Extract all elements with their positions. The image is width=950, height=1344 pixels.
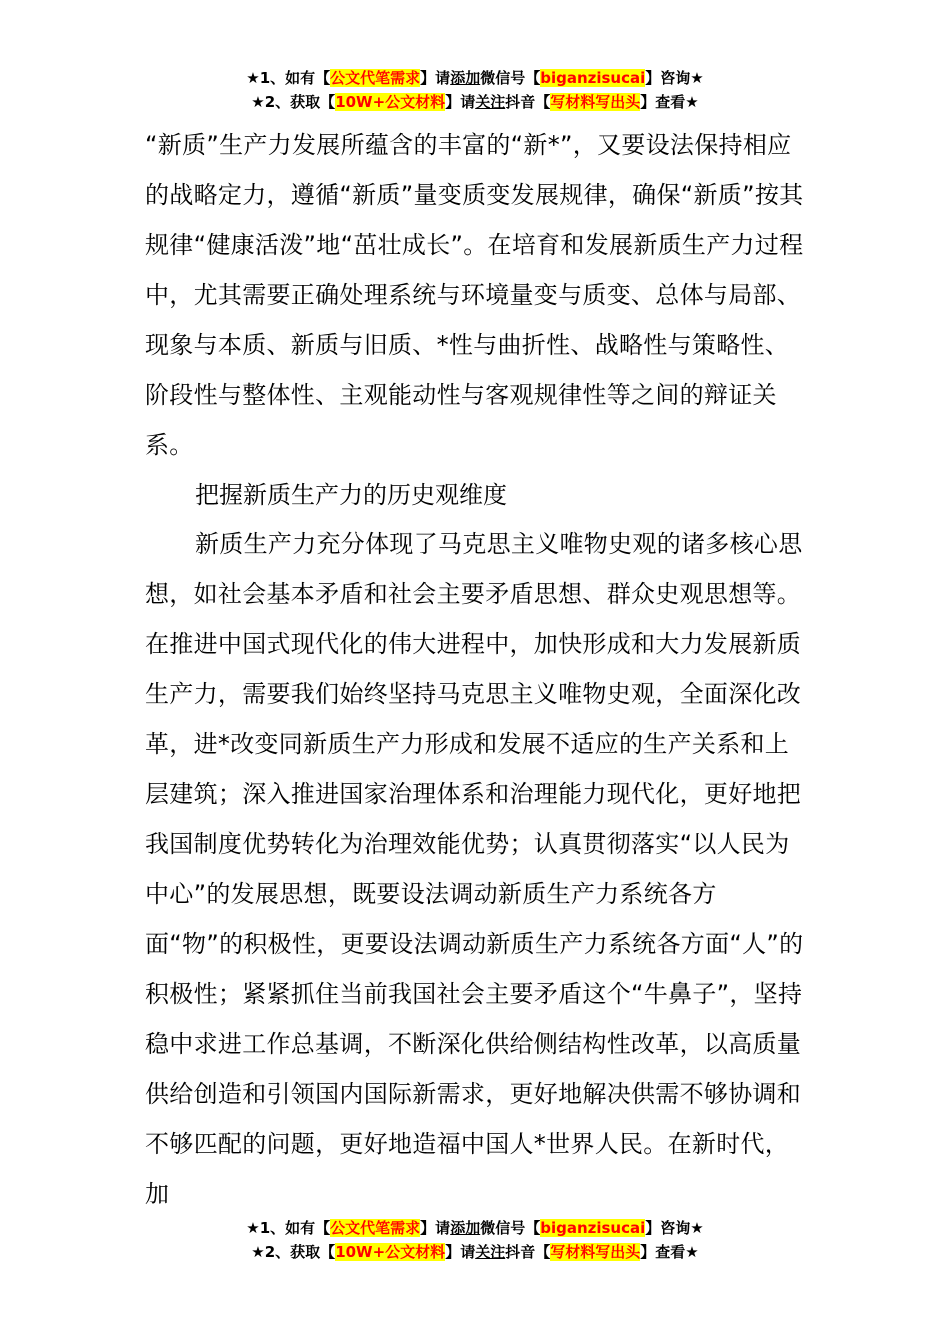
douyin-account: 写材料写出头 (550, 1243, 641, 1261)
promo-underlined: 添加 (450, 69, 481, 87)
promo-highlight: 10W+公文材料 (335, 1243, 446, 1261)
section-heading: 把握新质生产力的历史观维度 (195, 481, 507, 509)
paragraph: “新质”生产力发展所蕴含的丰富的“新*”，又要设法保持相应的战略定力，遵循“新质”量变质变发展规律，确保“新质”按其规律“健康活泼”地“茁壮成长”。在培育和发展新质生产力过程中，尤其需要正确处理系统与环境量变与质变、总体与局部、现象与本质、新质与旧质、*性与曲折性、战略性与策略性、阶段性与整体性、主观能动性与客观规律性等之间的辩证关系。 (145, 131, 804, 459)
promo-highlight: 公文代笔需求 (330, 1219, 421, 1237)
promo-text: ★1、如有【 (246, 1219, 331, 1237)
promo-text: 】请 (420, 69, 451, 87)
promo-text: 抖音【 (505, 1243, 551, 1261)
promo-text: 抖音【 (505, 93, 551, 111)
promo-text: 微信号【 (480, 69, 541, 87)
promo-text: 】查看★ (640, 1243, 699, 1261)
wechat-id: biganzisucai (540, 69, 646, 87)
promo-text: ★2、获取【 (251, 1243, 336, 1261)
promo-banner-bottom (0, 1216, 950, 1264)
promo-underlined: 关注 (475, 1243, 506, 1261)
promo-line-1 (0, 1216, 950, 1240)
promo-text: 微信号【 (480, 1219, 541, 1237)
promo-line-1 (0, 66, 950, 90)
promo-line-2 (0, 90, 950, 114)
promo-underlined: 添加 (450, 1219, 481, 1237)
promo-line-2 (0, 1240, 950, 1264)
promo-text: 】咨询★ (645, 1219, 704, 1237)
paragraph: 新质生产力充分体现了马克思主义唯物史观的诸多核心思想，如社会基本矛盾和社会主要矛盾思想、群众史观思想等。在推进中国式现代化的伟大进程中，加快形成和大力发展新质生产力，需要我们始终坚持马克思主义唯物史观，全面深化改革，进*改变同新质生产力形成和发展不适应的生产关系和上层建筑；深入推进国家治理体系和治理能力现代化，更好地把我国制度优势转化为治理效能优势；认真贯彻落实“以人民为中心”的发展思想，既要设法调动新质生产力系统各方面“物”的积极性，更要设法调动新质生产力系统各方面“人”的积极性；紧紧抓住当前我国社会主要矛盾这个“牛鼻子”，坚持稳中求进工作总基调，不断深化供给侧结构性改革，以高质量供给创造和引领国内国际新需求，更好地解决供需不够协调和不够匹配的问题，更好地造福中国人*世界人民。在新时代，加 (145, 530, 804, 1208)
promo-text: 】查看★ (640, 93, 699, 111)
promo-text: 】请 (445, 1243, 476, 1261)
document-body-bottom (145, 519, 810, 1219)
promo-underlined: 关注 (475, 93, 506, 111)
promo-text: 】请 (420, 1219, 451, 1237)
promo-text: 】咨询★ (645, 69, 704, 87)
promo-text: 】请 (445, 93, 476, 111)
douyin-account: 写材料写出头 (550, 93, 641, 111)
promo-banner-top (0, 66, 950, 114)
promo-highlight: 10W+公文材料 (335, 93, 446, 111)
promo-text: ★1、如有【 (246, 69, 331, 87)
document-body-top (145, 120, 810, 470)
wechat-id: biganzisucai (540, 1219, 646, 1237)
promo-text: ★2、获取【 (251, 93, 336, 111)
promo-highlight: 公文代笔需求 (330, 69, 421, 87)
